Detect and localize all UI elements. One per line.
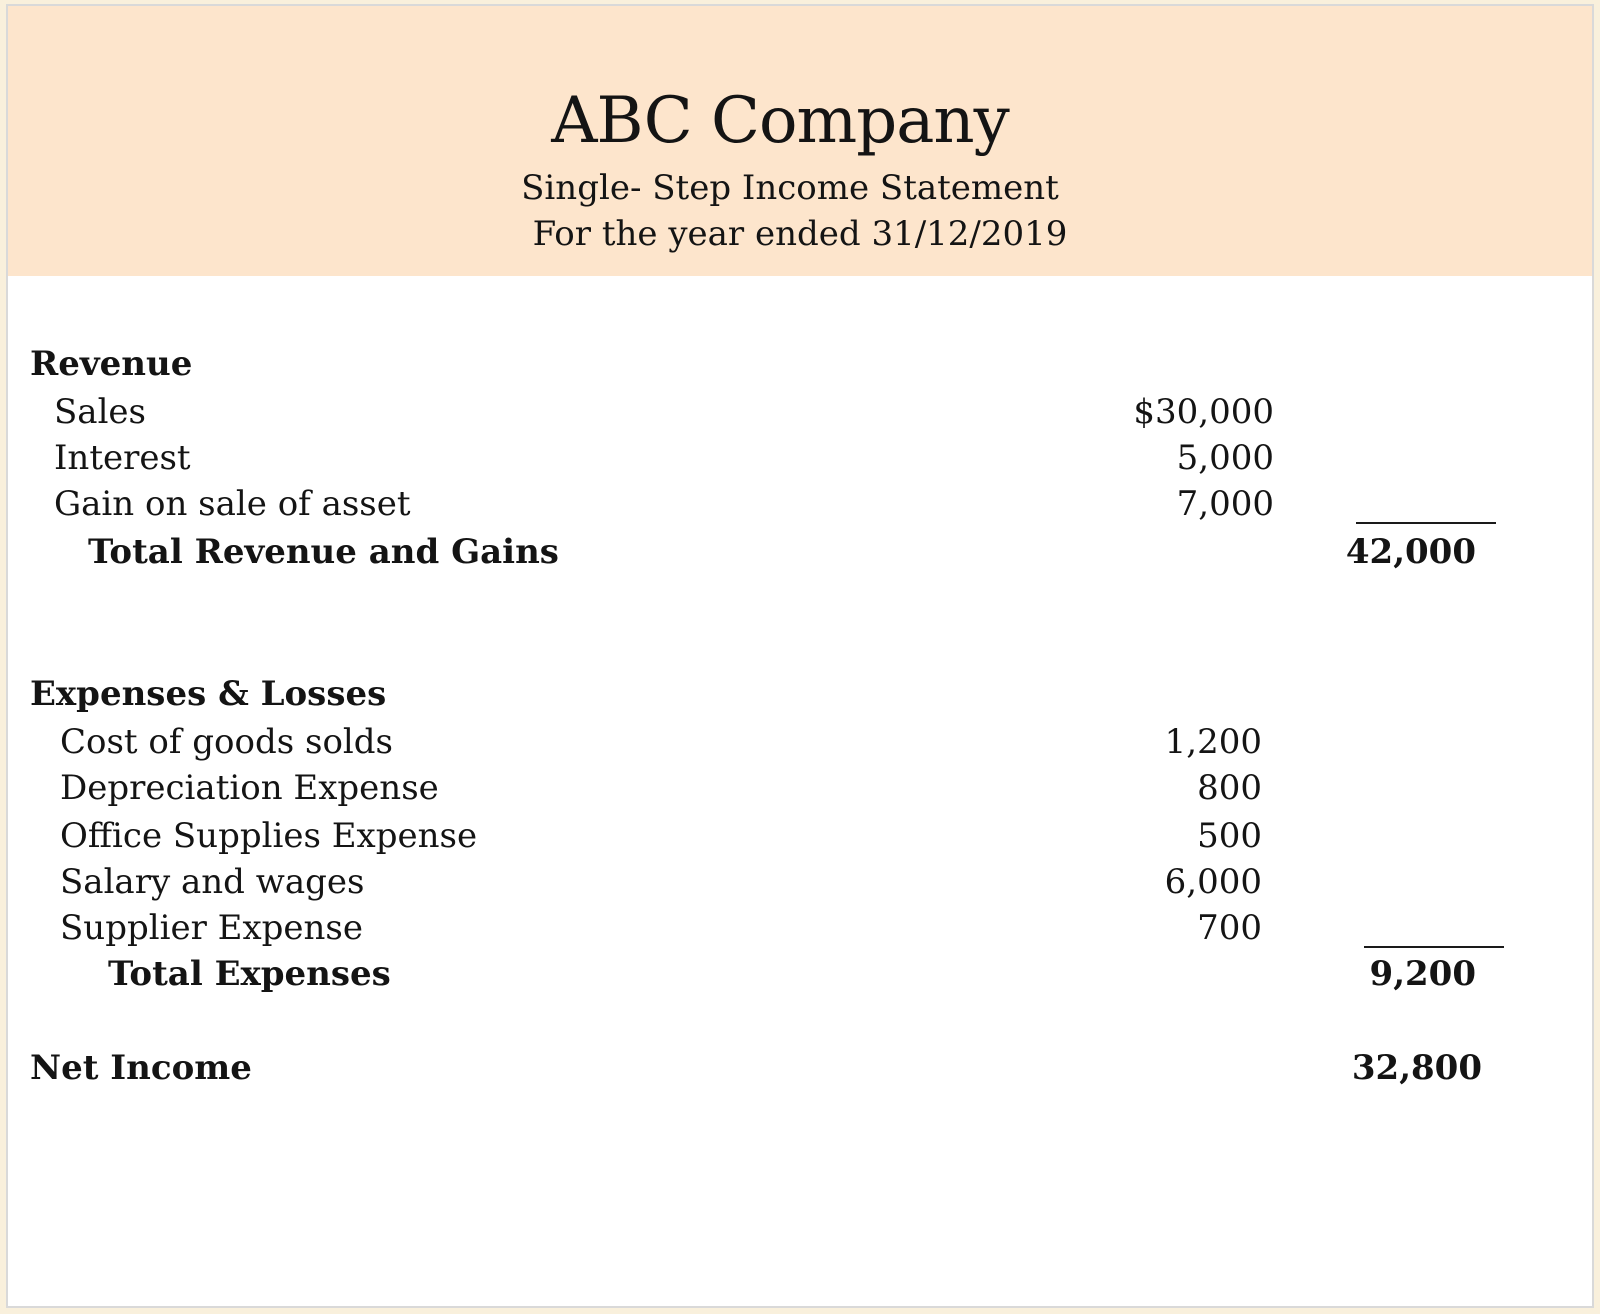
revenue-total-amount: 42,000 [1345,532,1476,572]
line-item-amount: 800 [1197,768,1262,808]
line-item-label: Gain on sale of asset [54,484,411,524]
statement-period: For the year ended 31/12/2019 [532,214,1068,254]
revenue-heading: Revenue [30,344,193,384]
expense-line-item [8,816,1592,862]
revenue-subtotal-rule [1356,522,1496,524]
revenue-line-item [8,438,1592,484]
expense-line-item [8,862,1592,908]
expenses-heading: Expenses & Losses [30,674,387,714]
revenue-line-item [8,392,1592,438]
revenue-heading-row [8,344,1592,390]
company-name: ABC Company [551,84,1009,158]
statement-panel [6,4,1594,1308]
line-item-label: Interest [54,438,191,478]
net-income-amount: 32,800 [1351,1048,1482,1088]
expenses-total-amount: 9,200 [1369,954,1476,994]
expense-line-item [8,722,1592,768]
line-item-amount: 700 [1197,908,1262,948]
expense-line-item [8,768,1592,814]
line-item-label: Sales [54,392,147,432]
expenses-subtotal-rule [1364,946,1504,948]
revenue-total-label: Total Revenue and Gains [88,532,559,572]
line-item-label: Salary and wages [60,862,365,902]
line-item-label: Cost of goods solds [60,722,393,762]
expenses-total-label: Total Expenses [108,954,391,994]
line-item-amount: 500 [1197,816,1262,856]
expenses-total-row [8,954,1592,1000]
revenue-total-row [8,532,1592,578]
net-income-row [8,1048,1592,1094]
net-income-label: Net Income [30,1048,252,1088]
line-item-label: Supplier Expense [60,908,363,948]
expenses-heading-row [8,674,1592,720]
line-item-amount: $30,000 [1133,392,1274,432]
line-item-amount: 1,200 [1164,722,1262,762]
line-item-amount: 6,000 [1164,862,1262,902]
revenue-line-item [8,484,1592,530]
expense-line-item [8,908,1592,954]
line-item-amount: 5,000 [1176,438,1274,478]
line-item-label: Office Supplies Expense [60,816,478,856]
statement-header [8,6,1592,276]
line-item-label: Depreciation Expense [60,768,439,808]
line-item-amount: 7,000 [1176,484,1274,524]
statement-title: Single- Step Income Statement [521,168,1059,208]
